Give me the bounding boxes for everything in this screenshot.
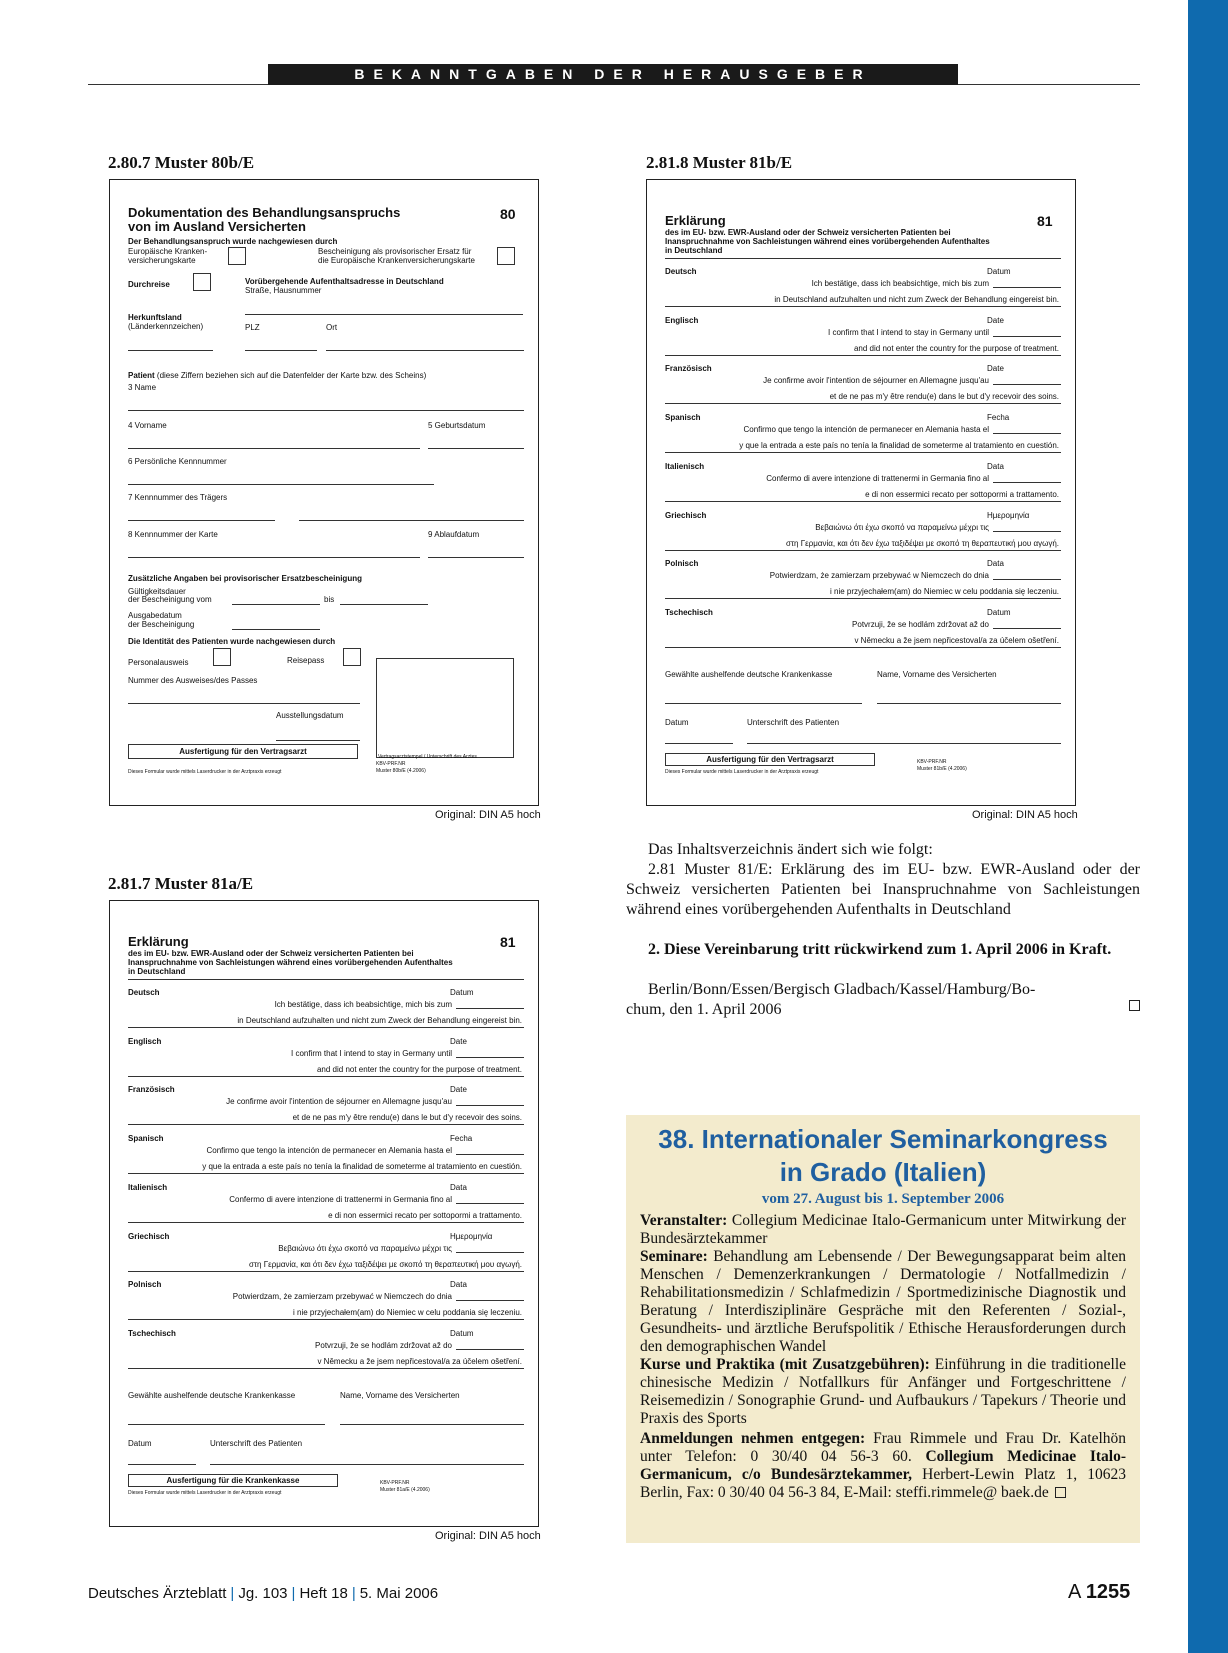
form-muster-81a [109, 900, 539, 1527]
form-text: in Deutschland [128, 967, 186, 976]
form-text: e di non essermici recato per sottopormi a trattamento. [865, 489, 1059, 499]
label: der Bescheinigung vom [128, 595, 212, 604]
paragraph: Kurse und Praktika (mit Zusatzgebühren): Einführung in die traditionelle chinesische Medizin / Notfallkurs für Anfänger und Fortgeschrittene / Reisemedizin / Sonographie Grund- und Aufbaukurs / Tapekurs / Theorie und Praxis des Sports [640, 1356, 1127, 1427]
form-text: Französisch [128, 1085, 175, 1095]
form-text: in Deutschland aufzuhalten und nicht zum Zweck der Behandlung eingereist bin. [774, 295, 1059, 304]
stamp-box [376, 658, 514, 758]
form-text: Potwierdzam, że zamierzam przebywać w Niemczech do dnia [769, 571, 989, 581]
form-text: Confermo di avere intenzione di trattenermi in Germania fino al [766, 473, 989, 483]
form-number: 81 [500, 934, 516, 950]
form-title: Erklärung [128, 934, 189, 949]
label: versicherungskarte [128, 256, 196, 265]
form-text: I confirm that I intend to stay in Germany until [291, 1048, 452, 1058]
label: Nummer des Ausweises/des Passes [128, 676, 258, 685]
label: Muster 80b/E (4.2006) [376, 768, 426, 774]
paragraph: 2. Diese Vereinbarung tritt rückwirkend zum 1. April 2006 in Kraft. [648, 941, 1112, 958]
label: Gültigkeitsdauer [128, 587, 186, 596]
label: Vorübergehende Aufenthaltsadresse in Deutschland [245, 277, 444, 286]
form-text: Data [987, 461, 1004, 471]
form-text: des im EU- bzw. EWR-Ausland oder der Schweiz versicherten Patienten bei [665, 228, 951, 237]
form-text: Französisch [665, 364, 712, 374]
form-text: y que la entrada a este país no tenía la finalidad de someterme al tratamiento en cuestión. [202, 1162, 522, 1172]
label: KBV-PRF.NR [376, 761, 406, 767]
issue: Heft 18 [299, 1585, 348, 1602]
form-title: Dokumentation des Behandlungsanspruchs von im Ausland Versicherten [128, 205, 401, 234]
form-text: Data [450, 1182, 467, 1192]
form-text: Unterschrift des Patienten [210, 1439, 303, 1448]
label: Reisepass [287, 656, 325, 665]
label: Ort [326, 323, 338, 332]
form-text: Data [987, 559, 1004, 569]
form-text: v Německu a že jsem nepřicestoval/a za účelem ošetření. [854, 635, 1059, 645]
form-text: Datum [450, 1328, 474, 1338]
form-text: and did not enter the country for the purpose of treatment. [316, 1064, 522, 1074]
form-number: 81 [1037, 213, 1053, 229]
form-text: y que la entrada a este país no tenía la finalidad de someterme al tratamiento en cuestión. [739, 441, 1059, 451]
form-text: Date [987, 315, 1004, 325]
form-text: Deutsch [128, 988, 160, 997]
form-text: Βεβαιώνω ότι έχω σκοπό να παραμείνω μέχρι τις [278, 1243, 452, 1253]
form-text: Spanisch [665, 413, 701, 423]
form-text: Name, Vorname des Versicherten [340, 1391, 460, 1400]
form-text: Datum [128, 1439, 152, 1448]
label: 5 Geburtsdatum [428, 421, 486, 430]
ausfertigung-box: Ausfertigung für den Vertragsarzt [128, 744, 358, 759]
form-text: Gewählte aushelfende deutsche Krankenkasse [128, 1391, 296, 1400]
form-text: Tschechisch [128, 1328, 176, 1338]
form-text: Deutsch [665, 267, 697, 276]
label: Zusätzliche Angaben bei provisorischer Ersatzbescheinigung [128, 574, 362, 583]
form-text: Italienisch [128, 1182, 168, 1192]
label: Der Behandlungsanspruch wurde nachgewiesen durch [128, 237, 338, 246]
label: Ausgabedatum [128, 611, 182, 620]
checkbox-ekvk[interactable] [228, 247, 246, 265]
form-text: Potwierdzam, że zamierzam przebywać w Niemczech do dnia [232, 1292, 452, 1302]
label: Herkunftsland [128, 313, 182, 322]
form-text: Datum [987, 607, 1011, 617]
form-text: Griechisch [128, 1231, 170, 1241]
seminar-title: in Grado (Italien) [779, 1157, 987, 1187]
label: Dieses Formular wurde mittels Laserdrucker in der Arztpraxis erzeugt [128, 769, 282, 775]
form-text: Ημερομηνία [450, 1231, 493, 1241]
form-text: des im EU- bzw. EWR-Ausland oder der Schweiz versicherten Patienten bei [128, 949, 414, 958]
form-text: i nie przyjechałem(am) do Niemiec w celu poddania się leczeniu. [293, 1308, 522, 1318]
label: 9 Ablaufdatum [428, 530, 480, 539]
label: Personalausweis [128, 658, 189, 667]
form-muster-81b [646, 179, 1076, 806]
form-text: Inanspruchnahme von Sachleistungen während eines vorübergehenden Aufenthaltes [665, 237, 990, 246]
form-text: in Deutschland [665, 246, 723, 255]
checkbox-personalausweis[interactable] [213, 648, 231, 666]
issue-date: 5. Mai 2006 [359, 1585, 439, 1602]
original-note: Original: DIN A5 hoch [972, 809, 1078, 821]
label: 6 Persönliche Kennnummer [128, 457, 227, 466]
form-text: et de ne pas m'y être rendu(e) dans le but d'y recevoir des soins. [292, 1113, 522, 1123]
form-text: Inanspruchnahme von Sachleistungen während eines vorübergehenden Aufenthaltes [128, 958, 453, 967]
form-text: Spanisch [128, 1134, 164, 1144]
seminar-title: 38. Internationaler Seminarkongress [658, 1124, 1108, 1154]
form-text: Gewählte aushelfende deutsche Krankenkasse [665, 670, 833, 679]
label: 7 Kennnummer des Trägers [128, 493, 228, 502]
label: Durchreise [128, 280, 170, 289]
form-muster-80 [109, 179, 539, 806]
form-title: Erklärung [665, 213, 726, 228]
paragraph: Veranstalter: Collegium Medicinae Italo-Germanicum unter Mitwirkung der Bundesärztekammer [640, 1212, 1127, 1247]
paragraph: Anmeldungen nehmen entgegen: Frau Rimmele und Frau Dr. Katelhön unter Telefon: 0 30/40 04 56-3 60. Collegium Medicinae Italo-Germanicum, c/o Bundesärztekammer, Herbert-Lewin Platz 1, 10623 Berlin, Fax: 0 30/40 04 56-3 84, E-Mail: steffi.rimmele@ baek.de [640, 1430, 1127, 1501]
label: die Europäische Krankenversicherungskarte [318, 256, 475, 265]
form-text: Tschechisch [665, 607, 713, 617]
label: 4 Vorname [128, 421, 167, 430]
label: Patient [128, 371, 155, 380]
label: Bescheinigung als provisorischer Ersatz für [318, 247, 472, 256]
section-header: BEKANNTGABEN DER HERAUSGEBER [268, 64, 958, 85]
form-text: KBV-PRF.NR [380, 1480, 410, 1486]
paragraph: 2.81 Muster 81/E: Erklärung des im EU- bzw. EWR-Ausland oder der Schweiz versicherten Patienten bei Inanspruchnahme von Sachleistungen während eines vorübergehenden Aufenthalts in Deutschland [626, 861, 1140, 918]
form-text: Ich bestätige, dass ich beabsichtige, mich bis zum [274, 1000, 452, 1009]
checkbox-durchreise[interactable] [193, 273, 211, 291]
form-text: Englisch [128, 1036, 162, 1046]
label: (Länderkennzeichen) [128, 322, 204, 331]
form-text: et de ne pas m'y être rendu(e) dans le but d'y recevoir des soins. [829, 392, 1059, 402]
form-text: Muster 81a/E (4.2006) [380, 1487, 430, 1493]
form-text: v Německu a že jsem nepřicestoval/a za účelem ošetření. [317, 1356, 522, 1366]
form-text: Name, Vorname des Versicherten [877, 670, 997, 679]
page-number: A 1255 [1068, 1581, 1131, 1603]
form-text: Ich bestätige, dass ich beabsichtige, mich bis zum [811, 279, 989, 288]
form-text: Potvrzuji, že se hodlám zdržovat až do [315, 1340, 452, 1350]
form-text: Date [987, 364, 1004, 374]
form-text: Englisch [665, 315, 699, 325]
ausfertigung-box: Ausfertigung für die Krankenkasse [128, 1474, 338, 1487]
end-mark-icon [1055, 1487, 1066, 1498]
form-text: Ημερομηνία [987, 510, 1030, 520]
page-edge-bar [1188, 0, 1228, 1653]
paragraph: Seminare: Behandlung am Lebensende / Der Bewegungsapparat beim alten Menschen / Demenzerkrankungen / Dermatologie / Notfallmedizin / Rehabilitationsmedizin / Schlafmedizin / Sportmedizinische Diagnostik und Beratung / Interdisziplinäre Gespräche mit den Referenten / Sozial-, Gesundheits- und ärztliche Berufspolitik / Ethische Herausforderungen durch den demographischen Wandel [640, 1248, 1126, 1355]
form-text: Βεβαιώνω ότι έχω σκοπό να παραμείνω μέχρι τις [815, 522, 989, 532]
form-text: Fecha [987, 413, 1010, 423]
label: 8 Kennnummer der Karte [128, 530, 218, 539]
paragraph: Berlin/Bonn/Essen/Bergisch Gladbach/Kassel/Hamburg/Bo- [648, 981, 1036, 998]
form-text: Fecha [450, 1134, 473, 1144]
article-text [626, 840, 1140, 1020]
checkbox-reisepass[interactable] [343, 648, 361, 666]
form-text: Datum [987, 267, 1011, 276]
form-text: i nie przyjechałem(am) do Niemiec w celu poddania się leczeniu. [830, 587, 1059, 597]
paragraph: chum, den 1. April 2006 [626, 1001, 782, 1018]
label: Straße, Hausnummer [245, 286, 322, 295]
form-text: Je confirme avoir l'intention de séjourner en Allemagne jusqu'au [226, 1097, 452, 1107]
form-text: Polnisch [665, 559, 699, 569]
form-text: KBV-PRF.NR [917, 759, 947, 765]
original-note: Original: DIN A5 hoch [435, 1530, 541, 1542]
original-note: Original: DIN A5 hoch [435, 809, 541, 821]
section-title-81b: 2.81.8 Muster 81b/E [646, 153, 793, 172]
label: PLZ [245, 323, 260, 332]
form-text: Potvrzuji, že se hodlám zdržovat až do [852, 619, 989, 629]
form-text: Polnisch [128, 1280, 162, 1290]
form-text: Dieses Formular wurde mittels Laserdrucker in der Arztpraxis erzeugt [128, 1490, 282, 1496]
form-text: Data [450, 1280, 467, 1290]
journal-name: Deutsches Ärzteblatt [88, 1585, 227, 1602]
label: bis [324, 595, 335, 604]
form-text: in Deutschland aufzuhalten und nicht zum Zweck der Behandlung eingereist bin. [237, 1016, 522, 1025]
form-text: Date [450, 1036, 467, 1046]
label: Vertragsarztstempel / Unterschrift des Arztes [378, 754, 477, 760]
label: Die Identität des Patienten wurde nachgewiesen durch [128, 637, 336, 646]
form-text: Confirmo que tengo la intención de permanecer en Alemania hasta el [206, 1146, 452, 1156]
volume: Jg. 103 [238, 1585, 288, 1602]
form-text: Je confirme avoir l'intention de séjourner en Allemagne jusqu'au [763, 376, 989, 386]
form-text: and did not enter the country for the purpose of treatment. [853, 343, 1059, 353]
footer: Deutsches Ärzteblatt | Jg. 103 | Heft 18 | 5. Mai 2006 [88, 1585, 439, 1602]
seminar-box [626, 1115, 1140, 1543]
ausfertigung-box: Ausfertigung für den Vertragsarzt [665, 753, 875, 766]
form-text: e di non essermici recato per sottopormi a trattamento. [328, 1210, 522, 1220]
form-text: I confirm that I intend to stay in Germany until [828, 327, 989, 337]
end-mark-icon [1129, 1000, 1140, 1011]
form-text: Unterschrift des Patienten [747, 718, 840, 727]
form-text: Datum [665, 718, 689, 727]
form-text: Datum [450, 988, 474, 997]
form-text: Date [450, 1085, 467, 1095]
label: Ausstellungsdatum [276, 711, 344, 720]
form-text: Griechisch [665, 510, 707, 520]
form-text: στη Γερμανία, και ότι δεν έχω ταξιδέψει με σκοπό τη θεραπευτική μου αγωγή. [248, 1259, 522, 1269]
form-number: 80 [500, 206, 516, 222]
label: der Bescheinigung [128, 620, 195, 629]
paragraph: Das Inhaltsverzeichnis ändert sich wie folgt: [648, 841, 933, 858]
form-text: Confermo di avere intenzione di trattenermi in Germania fino al [229, 1194, 452, 1204]
form-text: Confirmo que tengo la intención de permanecer en Alemania hasta el [743, 425, 989, 435]
section-title-80b: 2.80.7 Muster 80b/E [108, 153, 255, 172]
form-text: Italienisch [665, 461, 705, 471]
checkbox-ersatz[interactable] [497, 247, 515, 265]
label: 3 Name [128, 383, 157, 392]
form-text: στη Γερμανία, και ότι δεν έχω ταξιδέψει με σκοπό τη θεραπευτική μου αγωγή. [785, 538, 1059, 548]
label: Europäische Kranken- [128, 247, 208, 256]
form-text: Dieses Formular wurde mittels Laserdrucker in der Arztpraxis erzeugt [665, 769, 819, 775]
seminar-dates: vom 27. August bis 1. September 2006 [761, 1191, 1005, 1207]
section-title-81a: 2.81.7 Muster 81a/E [108, 874, 254, 893]
form-text: Muster 81b/E (4.2006) [917, 766, 967, 772]
label: (diese Ziffern beziehen sich auf die Datenfelder der Karte bzw. des Scheins) [156, 371, 427, 380]
